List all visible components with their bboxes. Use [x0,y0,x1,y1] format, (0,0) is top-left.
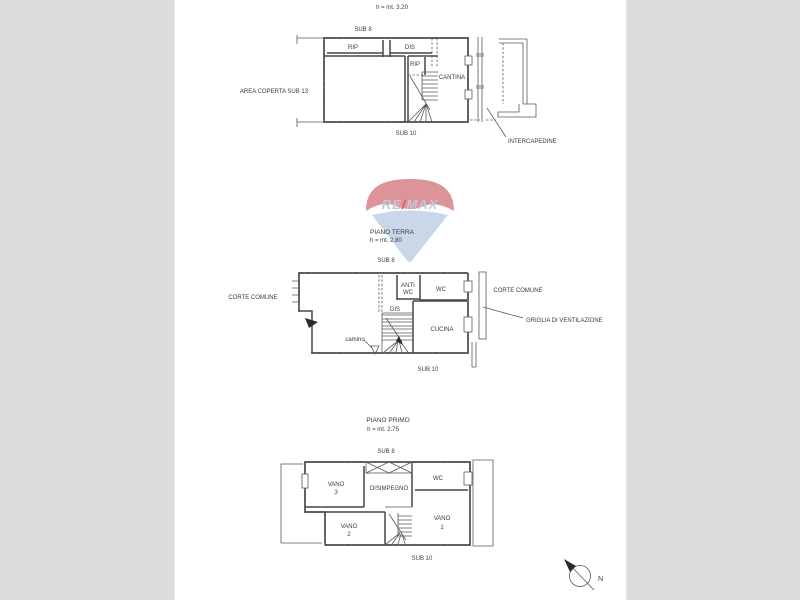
ventilation-grate [479,272,486,339]
basement-window-lower [465,90,472,99]
cucina-label: CUCINA [430,327,454,333]
basement-interior-walls [324,40,438,122]
first-floor-plan [281,417,493,562]
first-outer-walls [305,462,470,545]
basement-height-note: h = mt. 3.20 [376,5,408,11]
basement-boundary-stubs [297,35,327,127]
ground-sub10-label: SUB 10 [417,367,439,373]
basement-stair-treads [422,72,438,100]
north-compass [564,559,603,590]
intercapedine-outer-structure [498,39,536,117]
basement-sub10-label: SUB 10 [395,131,417,137]
vano3-label-num: 3 [334,490,338,496]
ground-right-window-wc [464,281,472,292]
vano1-label-num: 1 [440,525,444,531]
ground-wc-label: WC [436,287,446,293]
compass-north-label: N [598,576,604,583]
ground-sub8-label: SUB 8 [377,258,395,264]
ground-stair-winders [384,341,408,352]
compass-north-arrowhead [564,559,576,572]
basement-dis-room-label: DIS [404,45,416,51]
basement-rip2-room-label: RIP [409,62,421,68]
vano2-label-num: 2 [347,532,351,538]
left-terrace-outline [281,464,322,543]
vano3-label-word: VANO [327,482,345,488]
remax-wordmark [382,197,439,212]
first-interior-walls [305,462,468,545]
remax-slash: / [401,197,407,212]
intercapedine-inner-wall [476,37,484,122]
skylight-box [366,462,412,473]
ground-title: PIANO TERRA [370,229,414,236]
right-wing-outline [473,460,493,546]
first-height-note: h = mt. 2.75 [367,427,399,433]
basement-sub8-label: SUB 8 [354,27,372,33]
intercapedine-label: INTERCAPEDINE [508,139,557,145]
anti-wc-label-line1: ANTI [401,283,415,289]
anti-wc-label-line2: WC [403,290,413,296]
corte-comune-right-label: CORTE COMUNE [493,288,543,294]
ground-dis-label: DIS [389,307,401,313]
first-right-window [464,472,472,485]
skylight-cross-lines [366,462,412,473]
basement-window-upper [465,56,472,65]
area-coperta-label: AREA COPERTA SUB 13 [239,89,309,95]
basement-rip-room-label: RIP [347,45,359,51]
griglia-leader-line [483,307,523,318]
balloon-bottom-blue [372,211,448,263]
first-title: PIANO PRIMO [366,417,410,424]
vano1-label-word: VANO [433,516,451,522]
first-sub10-label: SUB 10 [411,556,433,562]
ground-dashed-partition [379,275,382,313]
first-stair-treads [385,507,412,536]
ground-left-window-ticks [292,281,299,302]
vano2-label-word: VANO [340,524,358,530]
basement-plan [240,5,557,145]
first-left-window [302,474,308,488]
remax-max: MAX [406,197,439,212]
griglia-ventilazione-label: GRIGLIA DI VENTILAZIONE [526,318,603,324]
ground-height-note: h = mt. 2.80 [370,238,402,244]
remax-balloon-logo [366,179,454,262]
ground-right-window-cucina [464,317,472,332]
ground-court-wall [472,342,476,367]
first-wc-label: WC [433,476,443,482]
cantina-room-label: CANTINA [438,75,466,81]
camino-label: camino [345,337,365,343]
camino-symbol [364,340,379,354]
first-sub8-label: SUB 8 [377,449,395,455]
ground-entrance-notch [299,311,312,353]
corte-comune-left-label: CORTE COMUNE [228,295,278,301]
disimpegno-label: DISIMPEGNO [369,486,409,492]
intercapedine-dashed-line [470,43,503,120]
basement-stair-winders [408,76,432,122]
remax-re: RE [381,197,402,212]
